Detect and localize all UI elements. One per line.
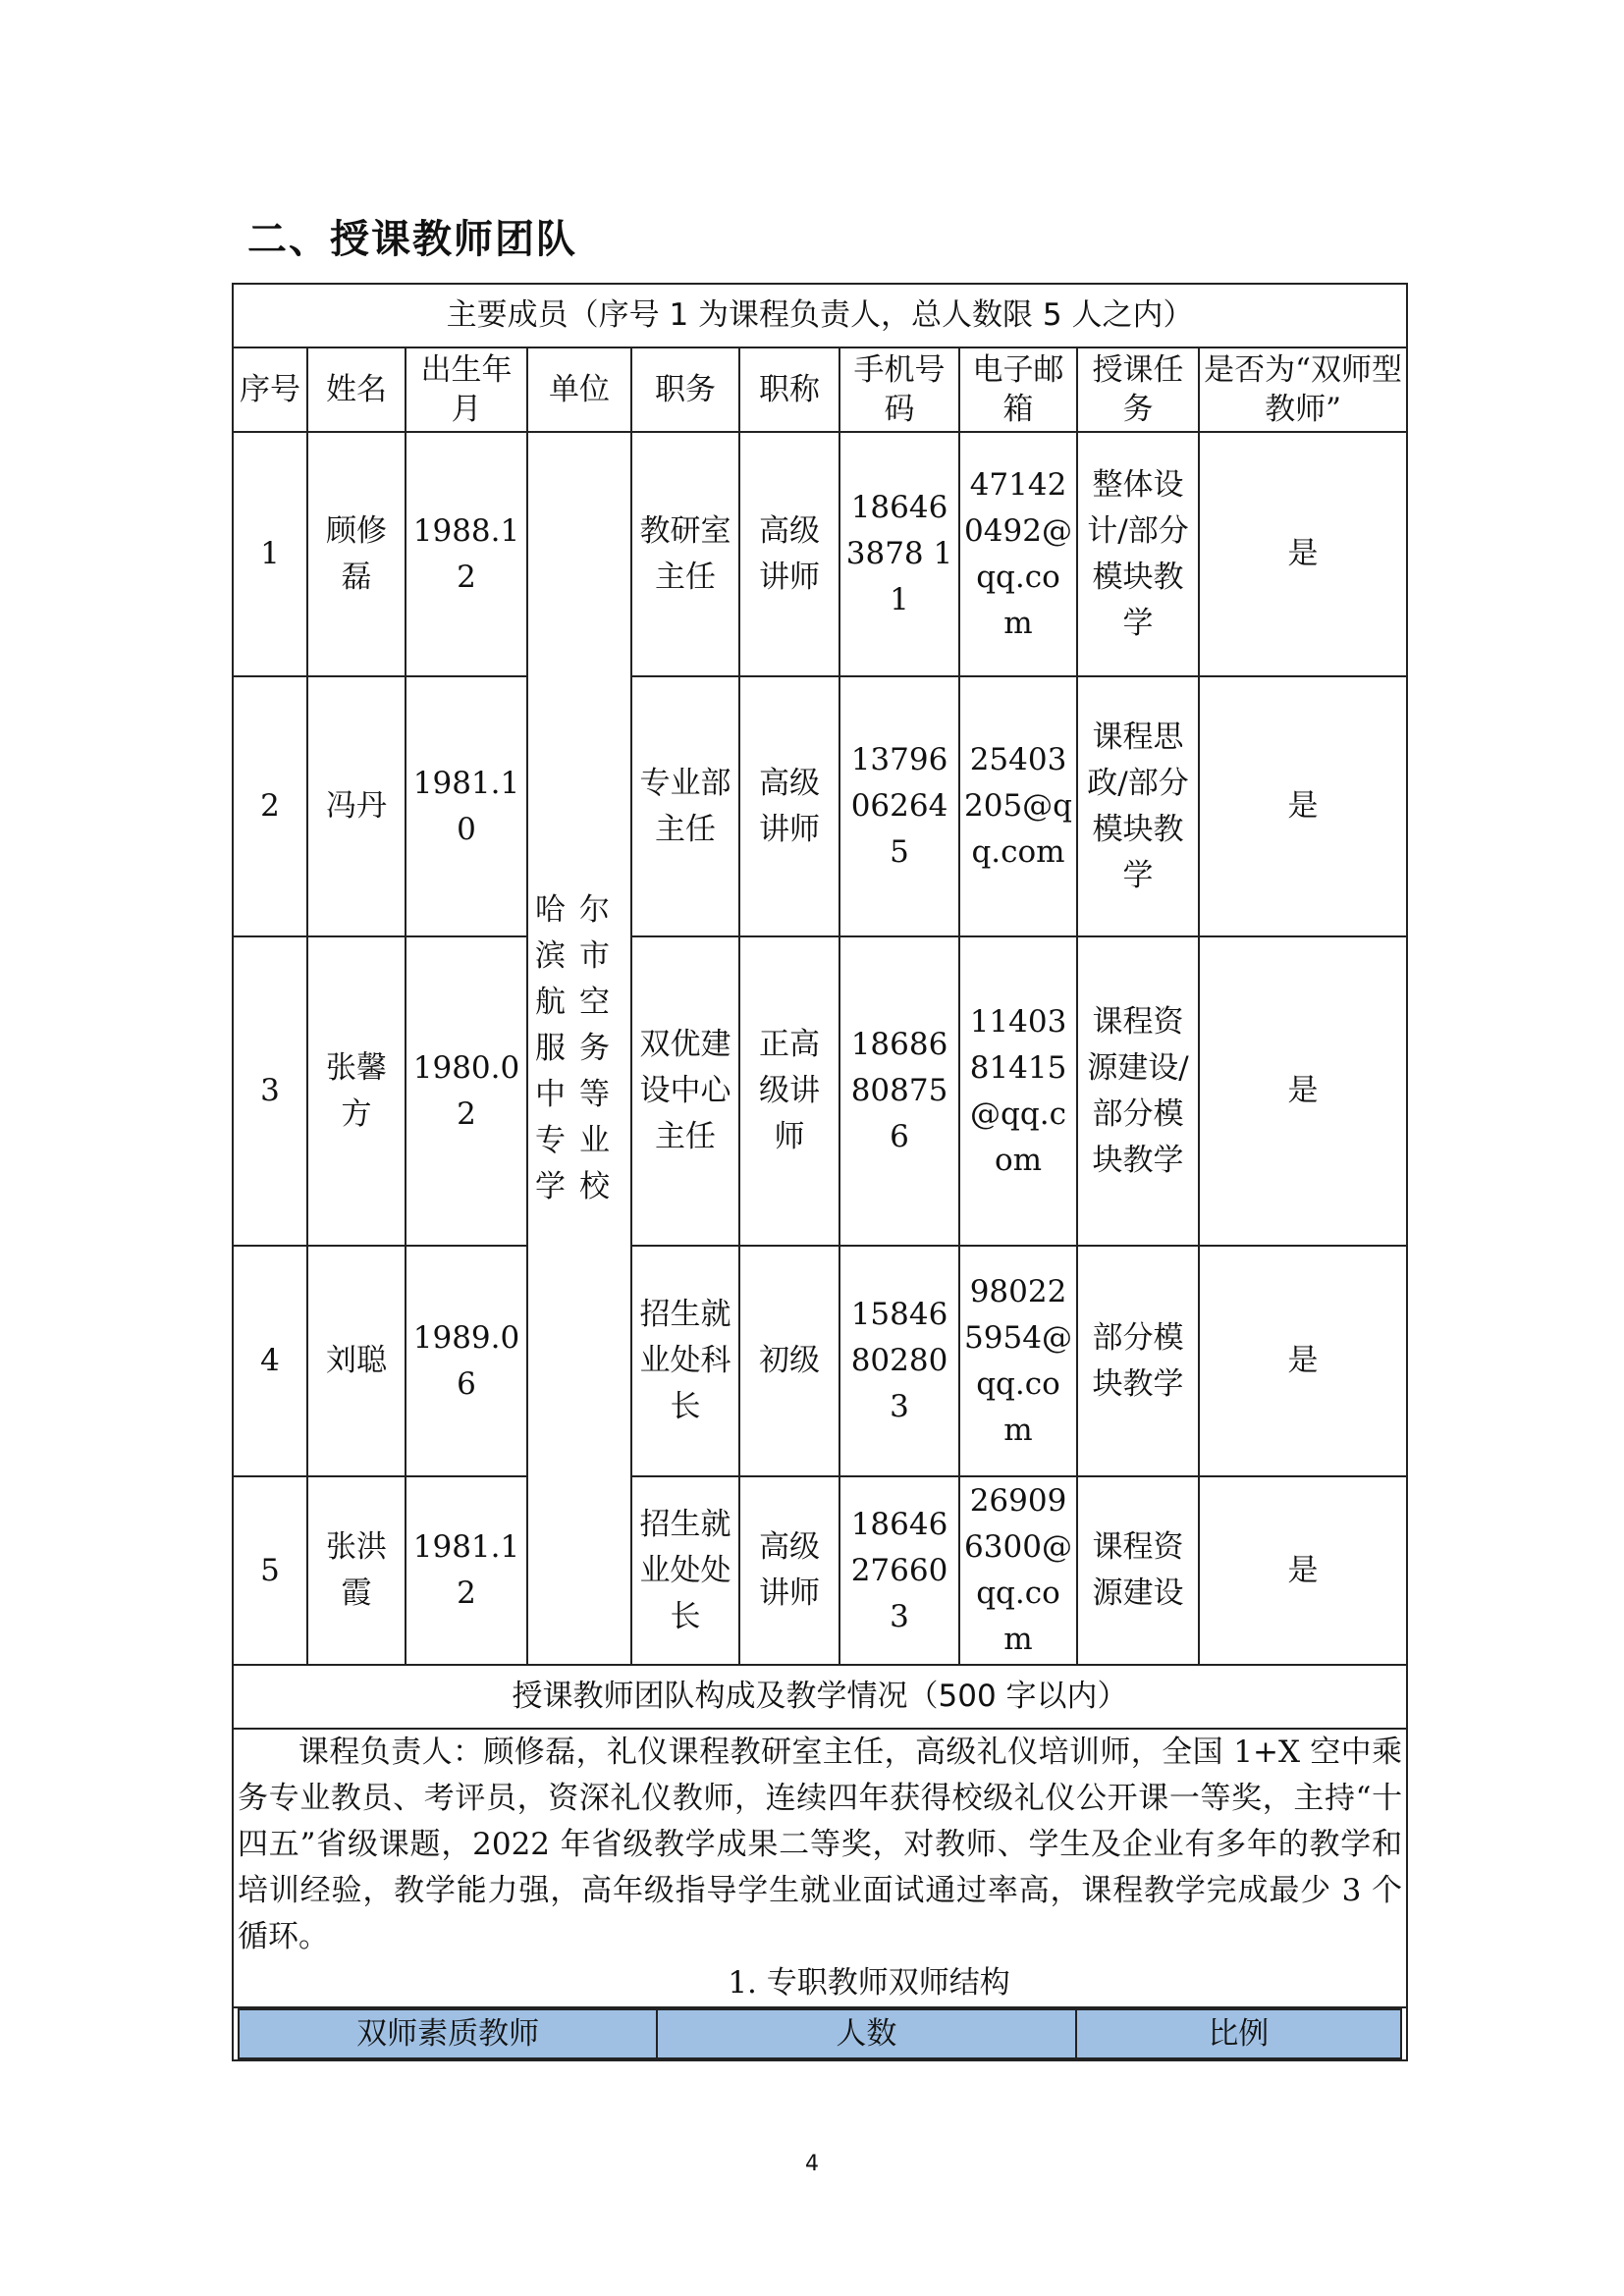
header-cell: 职务 bbox=[631, 347, 739, 432]
table-caption: 主要成员（序号 1 为课程负责人，总人数限 5 人之内） bbox=[233, 284, 1407, 347]
section-title: 二、授课教师团队 bbox=[247, 217, 577, 262]
cell-birth: 1981.10 bbox=[406, 676, 527, 936]
sub-header-cell: 比例 bbox=[1076, 2009, 1402, 2058]
cell-phone: 186463878 11 bbox=[839, 432, 959, 676]
team-caption: 授课教师团队构成及教学情况（500 字以内） bbox=[233, 1665, 1407, 1729]
header-cell: 是否为“双师型教师” bbox=[1199, 347, 1407, 432]
header-cell: 手机号码 bbox=[839, 347, 959, 432]
teacher-team-table bbox=[232, 283, 1408, 2061]
header-cell: 姓名 bbox=[307, 347, 406, 432]
cell-email: 269096300@qq.com bbox=[959, 1476, 1077, 1665]
header-row bbox=[233, 347, 1407, 432]
cell-birth: 1989.06 bbox=[406, 1246, 527, 1476]
team-text: 课程负责人：顾修磊，礼仪课程教研室主任，高级礼仪培训师，全国 1+X 空中乘务专业教员、考评员，资深礼仪教师，连续四年获得校级礼仪公开课一等奖，主持“十四五”省级课题，2022 年省级教学成果二等奖，对教师、学生及企业有多年的教学和培训经验，教学能力强，高年级指导学生就业面试通过率高，课程教学完成最少 3 个循环。 bbox=[238, 1735, 1403, 1954]
table-row bbox=[233, 432, 1407, 676]
sub-header-cell: 人数 bbox=[657, 2009, 1075, 2058]
team-description bbox=[233, 1729, 1407, 2007]
header-cell: 单位 bbox=[527, 347, 631, 432]
cell-title: 高级讲师 bbox=[739, 676, 839, 936]
cell-phone: 15846802803 bbox=[839, 1246, 959, 1476]
sub-header-row bbox=[239, 2009, 1401, 2058]
cell-name: 顾修磊 bbox=[307, 432, 406, 676]
header-cell: 职称 bbox=[739, 347, 839, 432]
cell-phone: 13796062645 bbox=[839, 676, 959, 936]
cell-name: 刘聪 bbox=[307, 1246, 406, 1476]
cell-birth: 1980.02 bbox=[406, 936, 527, 1246]
dual-teacher-table bbox=[238, 2008, 1402, 2059]
cell-name: 冯丹 bbox=[307, 676, 406, 936]
cell-birth: 1981.12 bbox=[406, 1476, 527, 1665]
cell-dual: 是 bbox=[1199, 936, 1407, 1246]
cell-email: 1140381415@qq.com bbox=[959, 936, 1077, 1246]
cell-no: 5 bbox=[233, 1476, 307, 1665]
table-row bbox=[233, 1246, 1407, 1476]
sub-header-cell: 双师素质教师 bbox=[239, 2009, 657, 2058]
cell-no: 2 bbox=[233, 676, 307, 936]
cell-position: 双优建设中心主任 bbox=[631, 936, 739, 1246]
table-row bbox=[233, 936, 1407, 1246]
cell-unit bbox=[527, 432, 631, 1665]
header-cell: 授课任务 bbox=[1077, 347, 1199, 432]
cell-position: 招生就业处处长 bbox=[631, 1476, 739, 1665]
cell-email: 980225954@qq.com bbox=[959, 1246, 1077, 1476]
cell-title: 正高级讲师 bbox=[739, 936, 839, 1246]
cell-no: 3 bbox=[233, 936, 307, 1246]
cell-birth: 1988.12 bbox=[406, 432, 527, 676]
cell-phone: 18646276603 bbox=[839, 1476, 959, 1665]
cell-dual: 是 bbox=[1199, 1246, 1407, 1476]
cell-position: 招生就业处科长 bbox=[631, 1246, 739, 1476]
cell-title: 高级讲师 bbox=[739, 1476, 839, 1665]
cell-dual: 是 bbox=[1199, 432, 1407, 676]
unit-label: 哈尔滨市航空服务中等专业学校 bbox=[535, 891, 623, 1204]
header-cell: 电子邮箱 bbox=[959, 347, 1077, 432]
cell-position: 专业部主任 bbox=[631, 676, 739, 936]
subheading: 1. 专职教师双师结构 bbox=[728, 1965, 1010, 2001]
cell-dual: 是 bbox=[1199, 1476, 1407, 1665]
header-cell: 序号 bbox=[233, 347, 307, 432]
cell-task: 课程资源建设/部分模块教学 bbox=[1077, 936, 1199, 1246]
cell-position: 教研室主任 bbox=[631, 432, 739, 676]
cell-task: 整体设计/部分模块教学 bbox=[1077, 432, 1199, 676]
cell-title: 高级讲师 bbox=[739, 432, 839, 676]
cell-email: 471420492@qq.com bbox=[959, 432, 1077, 676]
cell-no: 1 bbox=[233, 432, 307, 676]
cell-email: 25403205@qq.com bbox=[959, 676, 1077, 936]
cell-dual: 是 bbox=[1199, 676, 1407, 936]
cell-task: 课程资源建设 bbox=[1077, 1476, 1199, 1665]
header-cell: 出生年月 bbox=[406, 347, 527, 432]
cell-no: 4 bbox=[233, 1246, 307, 1476]
table-row bbox=[233, 676, 1407, 936]
cell-task: 部分模块教学 bbox=[1077, 1246, 1199, 1476]
page-number: 4 bbox=[805, 2152, 819, 2176]
cell-phone: 18686808756 bbox=[839, 936, 959, 1246]
sub-table-cell bbox=[233, 2007, 1407, 2060]
cell-name: 张馨方 bbox=[307, 936, 406, 1246]
cell-task: 课程思政/部分模块教学 bbox=[1077, 676, 1199, 936]
cell-title: 初级 bbox=[739, 1246, 839, 1476]
table-row bbox=[233, 1476, 1407, 1665]
cell-name: 张洪霞 bbox=[307, 1476, 406, 1665]
